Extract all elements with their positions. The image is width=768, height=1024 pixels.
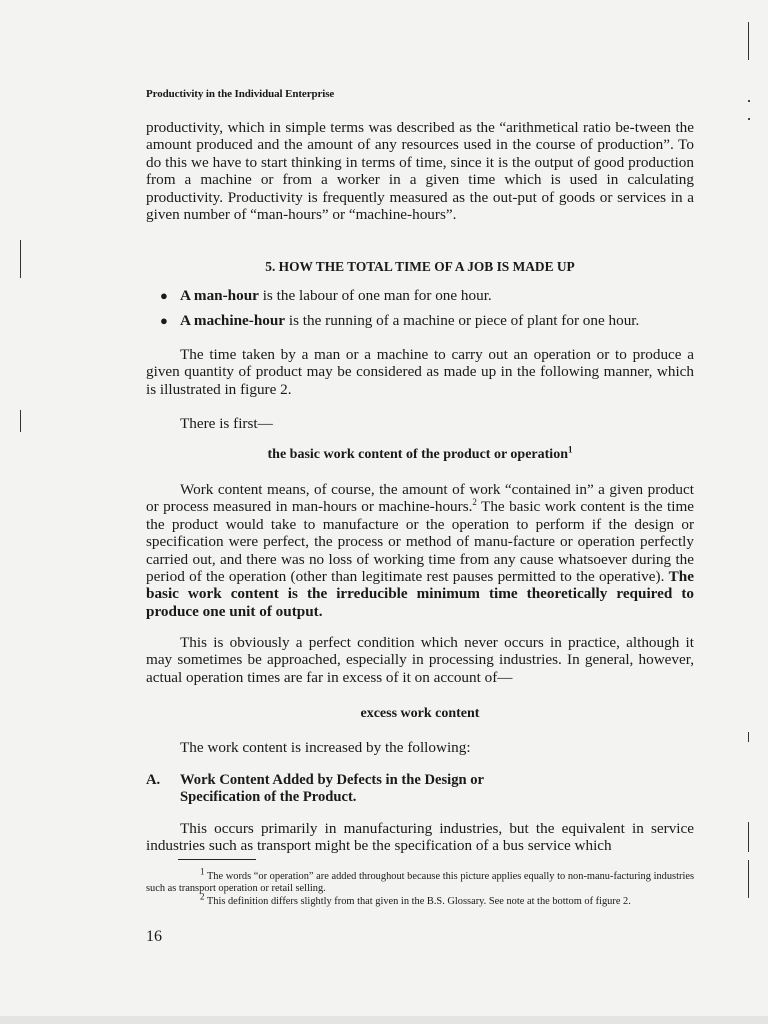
scan-mark — [20, 240, 21, 278]
subheading-text: the basic work content of the product or operation — [267, 447, 568, 462]
paragraph-time-taken: The time taken by a man or a machine to carry out an operation or to produce a given quantity of product may be considered as made up in the following manner, which is illustrated in figure 2. — [146, 346, 694, 398]
section-a-title-line2: Specification of the Product. — [180, 789, 357, 806]
section-heading: 5. HOW THE TOTAL TIME OF A JOB IS MADE UP — [265, 259, 575, 274]
paragraph-text: Work content means, of course, the amount of work “contained in” a given product or process measured in man-hours or machine-hours. — [146, 481, 694, 516]
bullet-icon: ● — [160, 288, 168, 303]
page-number: 16 — [146, 928, 162, 945]
footnote-divider — [178, 859, 256, 860]
paragraph-text: The basic work content is the time the product would take to manufacture or the operation to perform if the design or specification were perfect, the process or method of manu-facture or operation perfectly carried out, and there was no loss of working time from any cause whatsoever during the period of the operation (other than legitimate rest pauses permitted to the operative). — [146, 498, 695, 586]
footnote-ref: 2 — [472, 497, 477, 508]
running-header: Productivity in the Individual Enterprise — [146, 88, 335, 100]
scan-mark — [20, 410, 21, 432]
scan-mark — [748, 860, 749, 898]
footnote-ref: 1 — [567, 444, 573, 455]
footnote-1 — [146, 866, 694, 896]
bullet-term: A man-hour — [180, 287, 259, 304]
bullet-term: A machine-hour — [180, 312, 286, 329]
subheading-excess-work-content: excess work content — [360, 706, 480, 721]
paragraph-work-content — [146, 481, 694, 620]
paragraph-perfect-condition: This is obviously a perfect condition which never occurs in practice, although it may sometimes be approached, especially in processing industries. In general, however, actual operation times are far in excess of it on account of— — [146, 634, 694, 686]
section-a-title-line1: Work Content Added by Defects in the Design or — [180, 772, 485, 788]
scan-mark — [748, 822, 749, 852]
section-a-heading — [146, 772, 694, 807]
section-a-number: A. — [146, 772, 161, 788]
footnote-text: This definition differs slightly from that given in the B.S. Glossary. See note at the bottom of figure 2. — [204, 896, 631, 907]
paragraph-increased: The work content is increased by the following: — [180, 739, 471, 756]
scan-mark — [748, 22, 749, 60]
bullet-item-man-hour — [160, 287, 492, 304]
subheading-basic-work-content — [146, 444, 694, 463]
bullet-icon: ● — [160, 313, 168, 328]
footnote-number: 1 — [200, 866, 205, 877]
bullet-text: is the labour of one man for one hour. — [258, 287, 492, 304]
footnote-text: The words “or operation” are added throughout because this picture applies equally to non-manu-facturing industries such as transport operation or retail selling. — [146, 871, 694, 895]
intro-paragraph: productivity, which in simple terms was described as the “arithmetical ratio be-tween the amount produced and the amount of any resources used in the course of production”. To do this we have to start thinking in terms of time, since it is the output of good production from a machine or from a worker in a given time which is used in calculating productivity. Productivity is frequently measured as the out-put of goods or services in a given number of “man-hours” or “machine-hours”. — [146, 119, 694, 224]
scan-mark — [748, 100, 750, 102]
footnote-2 — [146, 891, 694, 908]
bullet-item-machine-hour — [160, 312, 639, 329]
scan-mark — [748, 118, 750, 120]
paragraph-there-is-first: There is first— — [180, 415, 273, 432]
scan-edge — [0, 1016, 768, 1024]
bullet-text: is the running of a machine or piece of plant for one hour. — [285, 312, 640, 329]
footnote-number: 2 — [200, 891, 205, 902]
scan-mark — [748, 732, 749, 742]
paragraph-occurs: This occurs primarily in manufacturing industries, but the equivalent in service industries such as transport might be the specification of a bus service which — [146, 820, 694, 855]
paragraph-bold-text: The basic work content is the irreducible minimum time theoretically required to produce one unit of output. — [146, 568, 694, 620]
